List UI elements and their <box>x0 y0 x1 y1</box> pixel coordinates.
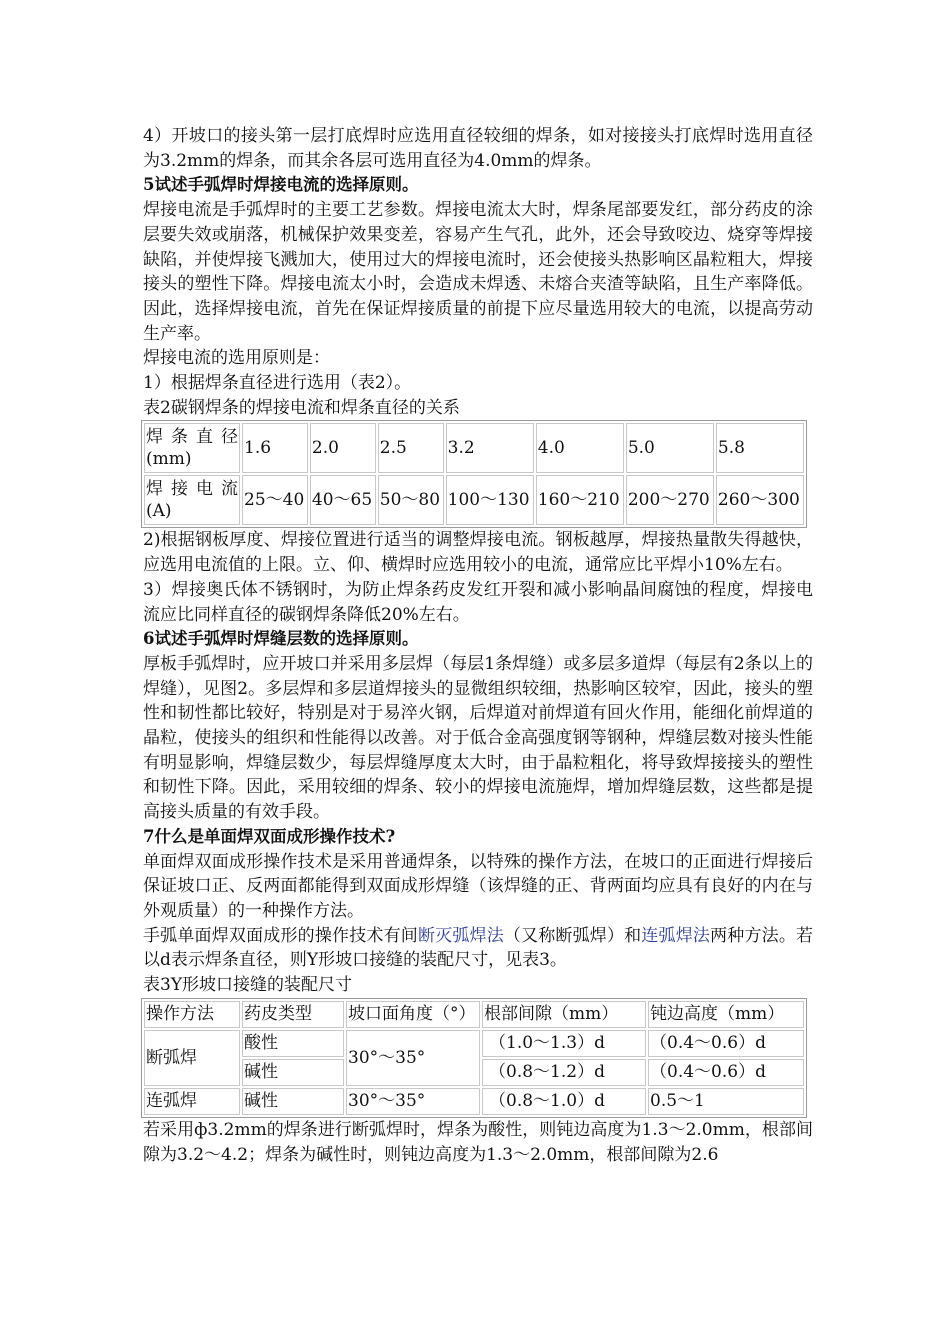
section5-item2: 2)根据钢板厚度、焊接位置进行适当的调整焊接电流。钢板越厚，焊接热量散失得越快，应选用电流值的上限。立、仰、横焊时应选用较小的电流，通常应比平焊小10%左右。 <box>143 530 813 576</box>
table-cell: （0.4～0.6）d <box>648 1059 804 1086</box>
section5-principle: 焊接电流的选用原则是： <box>143 348 330 369</box>
link-continuous-arc[interactable]: 连弧焊法 <box>641 925 711 946</box>
section7-heading: 7什么是单面焊双面成形操作技术? <box>143 826 396 846</box>
table2-caption: 表2碳钢焊条的焊接电流和焊条直径的关系 <box>143 397 460 418</box>
table-cell: 3.2 <box>446 423 534 473</box>
table-cell: 连弧焊 <box>144 1088 240 1115</box>
section5-item3: 3）焊接奥氏体不锈钢时，为防止焊条药皮发红开裂和减小影响晶间腐蚀的程度，焊接电流应比同样直径的碳钢焊条降低20%左右。 <box>143 579 813 625</box>
link-intermittent-arc[interactable]: 断灭弧焊法 <box>417 925 504 946</box>
table-cell: 30°～35° <box>346 1088 480 1115</box>
table-row <box>144 475 804 525</box>
table-header-cell: 操作方法 <box>144 1001 240 1028</box>
table-row <box>144 1001 804 1028</box>
table-cell: 2.5 <box>378 423 444 473</box>
table-cell: 40～65 <box>310 475 376 525</box>
methods-text-pre: 手弧单面焊双面成形的操作技术有间 <box>143 925 418 946</box>
table-row <box>144 423 804 473</box>
table-cell: 50～80 <box>378 475 444 525</box>
table-cell: 30°～35° <box>346 1030 480 1086</box>
table-row <box>144 1030 804 1057</box>
table-cell: 4.0 <box>536 423 624 473</box>
table-cell: （0.8～1.2）d <box>482 1059 646 1086</box>
table-header-cell: 药皮类型 <box>242 1001 344 1028</box>
section7-tail: 若采用ф3.2mm的焊条进行断弧焊时，焊条为酸性，则钝边高度为1.3～2.0mm，根部间隙为3.2～4.2；焊条为碱性时，则钝边高度为1.3～2.0mm，根部间隙为2.6 <box>143 1119 813 1165</box>
section5-heading: 5试述手弧焊时焊接电流的选择原则。 <box>143 175 419 195</box>
methods-text-mid: （又称断弧焊）和 <box>503 925 642 946</box>
section5-body: 焊接电流是手弧焊时的主要工艺参数。焊接电流太大时，焊条尾部要发红，部分药皮的涂层要失效或崩落，机械保护效果变差，容易产生气孔，此外，还会导致咬边、烧穿等焊接缺陷，并使焊接飞溅加大，使用过大的焊接电流时，还会使接头热影响区晶粒粗大，焊接接头的塑性下降。焊接电流太小时，会造成未焊透、未熔合夹渣等缺陷，且生产率降低。因此，选择焊接电流，首先在保证焊接质量的前提下应尽量选用较大的电流，以提高劳动生产率。 <box>143 200 813 344</box>
table-cell: 碱性 <box>242 1088 344 1115</box>
table3 <box>141 998 807 1118</box>
table-cell: 25～40 <box>242 475 308 525</box>
table-header-cell: 焊条直径(mm) <box>144 423 240 473</box>
section7-methods <box>143 924 813 973</box>
section5-item1: 1）根据焊条直径进行选用（表2）。 <box>143 373 412 394</box>
table-cell: 酸性 <box>242 1030 344 1057</box>
table-cell: 1.6 <box>242 423 308 473</box>
document-page <box>143 124 813 1167</box>
table-cell: 碱性 <box>242 1059 344 1086</box>
table-cell: （0.8～1.0）d <box>482 1088 646 1115</box>
methods-text-post: 两种方法。若以d表示焊条直径，则Y形坡口接缝的装配尺寸，见表3。 <box>143 925 814 971</box>
table-cell: （1.0～1.3）d <box>482 1030 646 1057</box>
section6-body: 厚板手弧焊时，应开坡口并采用多层焊（每层1条焊缝）或多层多道焊（每层有2条以上的焊缝），见图2。多层焊和多层道焊接头的显微组织较细，热影响区较窄，因此，接头的塑性和韧性都比较好，特别是对于易淬火钢，后焊道对前焊道有回火作用，能细化前焊道的晶粒，使接头的组织和性能得以改善。对于低合金高强度钢等钢种，焊缝层数对接头性能有明显影响，焊缝层数少，每层焊缝厚度太大时，由于晶粒粗化，将导致焊接接头的塑性和韧性下降。因此，采用较细的焊条、较小的焊接电流施焊，增加焊缝层数，这些都是提高接头质量的有效手段。 <box>143 653 813 823</box>
table-header-cell: 根部间隙（mm） <box>482 1001 646 1028</box>
table2 <box>141 420 807 528</box>
table-cell: 5.0 <box>626 423 714 473</box>
table-cell: 260～300 <box>716 475 804 525</box>
table-cell: 5.8 <box>716 423 804 473</box>
table-cell: 160～210 <box>536 475 624 525</box>
table-cell: 100～130 <box>446 475 534 525</box>
table-header-cell: 焊接电流(A) <box>144 475 240 525</box>
paragraph-item4: 4）开坡口的接头第一层打底焊时应选用直径较细的焊条，如对接接头打底焊时选用直径为3.2mm的焊条，而其余各层可选用直径为4.0mm的焊条。 <box>143 126 813 171</box>
table-cell: 0.5～1 <box>648 1088 804 1115</box>
table-cell: 断弧焊 <box>144 1030 240 1086</box>
table-header-cell: 钝边高度（mm） <box>648 1001 804 1028</box>
table-cell: （0.4～0.6）d <box>648 1030 804 1057</box>
section6-heading: 6试述手弧焊时焊缝层数的选择原则。 <box>143 629 419 649</box>
section7-body: 单面焊双面成形操作技术是采用普通焊条，以特殊的操作方法，在坡口的正面进行焊接后保证坡口正、反两面都能得到双面成形焊缝（该焊缝的正、背两面均应具有良好的内在与外观质量）的一种操作方法。 <box>143 851 813 921</box>
table3-caption: 表3Y形坡口接缝的装配尺寸 <box>143 975 353 996</box>
table-cell: 2.0 <box>310 423 376 473</box>
table-header-cell: 坡口面角度（°） <box>346 1001 480 1028</box>
table-cell: 200～270 <box>626 475 714 525</box>
table-row <box>144 1088 804 1115</box>
